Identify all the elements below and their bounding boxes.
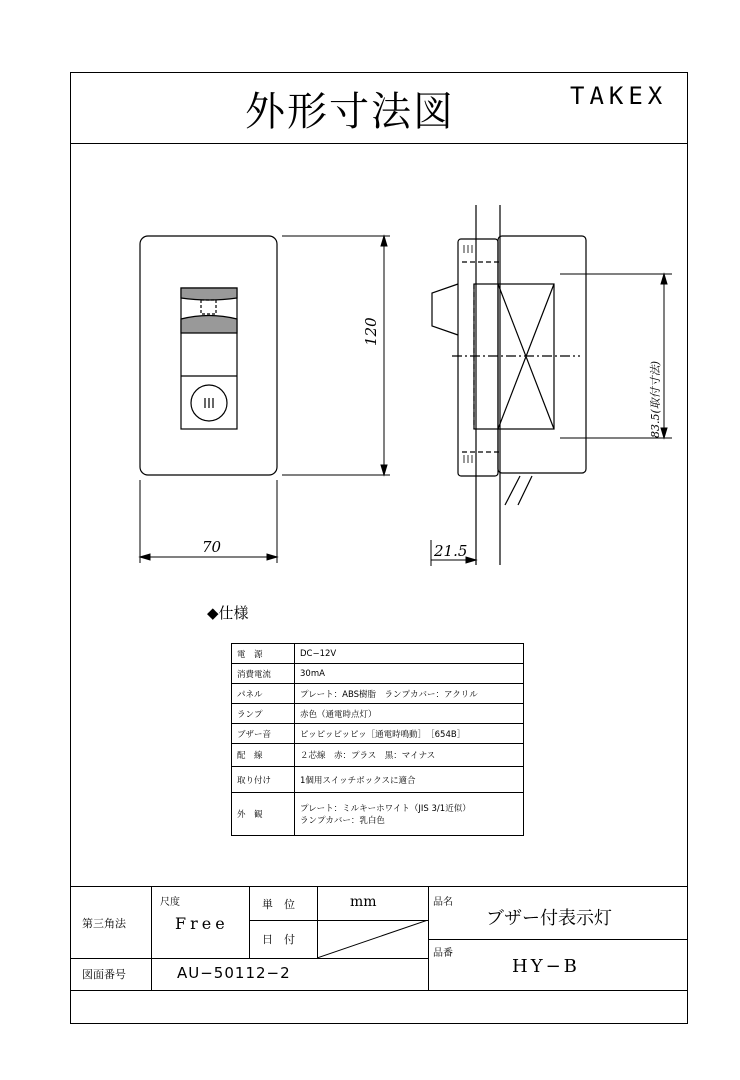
spec-table [231, 643, 524, 836]
lamp-bottom-shade [181, 316, 237, 334]
spec-row [232, 767, 524, 793]
cable-line-a [505, 476, 520, 505]
spec-row [232, 744, 524, 767]
front-dimensions [140, 236, 390, 563]
spec-row [232, 664, 524, 684]
titleblock-vline-2 [249, 886, 250, 958]
dim-mount-label: 83.5(取付寸法) [649, 360, 662, 438]
spec-value: ２芯線 赤：プラス 黒：マイナス [295, 744, 524, 767]
scale-value: Free [175, 914, 229, 933]
spec-row [232, 684, 524, 704]
spec-row [232, 704, 524, 724]
lamp-top-shade [181, 288, 237, 300]
spec-row [232, 644, 524, 664]
dim-depth-label: 21.5 [434, 542, 468, 560]
product-no: HY−B [512, 956, 580, 977]
spec-label: 消費電流 [232, 664, 295, 684]
titleblock-right-mid-line [428, 939, 688, 940]
spec-value: ピッピッピッピッ［通電時鳴動］ ［654B］ [295, 724, 524, 744]
unit-label: 単 位 [262, 898, 295, 911]
spec-value: プレート：ABS樹脂 ランプカバー：アクリル [295, 684, 524, 704]
titleblock-vline-1 [151, 886, 152, 990]
spec-value: DC−12V [295, 644, 524, 664]
scale-label: 尺度 [160, 897, 180, 908]
dim-height-label: 120 [362, 317, 380, 346]
side-dimensions [431, 274, 672, 566]
spec-label: 外 観 [232, 793, 295, 836]
spec-value-line: プレート：ミルキーホワイト（JIS 3/1近似） [300, 804, 471, 814]
brand-logo-text: TAKEX [570, 82, 668, 110]
titleblock-mid-line [70, 958, 428, 959]
lamp-protrusion-outline [432, 284, 458, 335]
front-view [140, 236, 277, 475]
spec-heading: ◆仕様 [207, 604, 249, 622]
spec-label: ランプ [232, 704, 295, 724]
titleblock-vline-4 [428, 886, 429, 990]
side-view [432, 205, 586, 565]
spec-label: 取り付け [232, 767, 295, 793]
drawing-no-label: 図面番号 [82, 968, 126, 981]
product-no-label: 品番 [433, 948, 453, 959]
product-name-label: 品名 [433, 897, 453, 908]
spec-row [232, 724, 524, 744]
spec-label: パネル [232, 684, 295, 704]
spec-value: 30mA [295, 664, 524, 684]
spec-label: ブザー音 [232, 724, 295, 744]
product-name: ブザー付表示灯 [486, 908, 612, 929]
projection-label: 第三角法 [82, 917, 126, 930]
date-label: 日 付 [262, 933, 295, 946]
unit-value: mm [350, 894, 377, 910]
titleblock-bottom-line [70, 990, 688, 991]
side-plate-outline [458, 239, 498, 476]
spec-value [295, 793, 524, 836]
cable-line-b [518, 476, 532, 505]
spec-value: 赤色（通電時点灯） [295, 704, 524, 724]
titleblock-top-line [70, 886, 688, 887]
page-title: 外形寸法図 [245, 89, 455, 135]
spec-value-line: ランプカバー：乳白色 [300, 816, 385, 826]
switch-box-outline [498, 236, 586, 473]
date-diagonal [317, 920, 428, 958]
spec-label: 配 線 [232, 744, 295, 767]
front-plate-outline [140, 236, 277, 475]
spec-value: 1個用スイッチボックスに適合 [295, 767, 524, 793]
spec-row [232, 793, 524, 836]
dim-width-label: 70 [202, 538, 222, 556]
lamp-indicator-icon [201, 300, 216, 314]
spec-label: 電 源 [232, 644, 295, 664]
drawing-no: AU−50112−2 [177, 964, 291, 982]
